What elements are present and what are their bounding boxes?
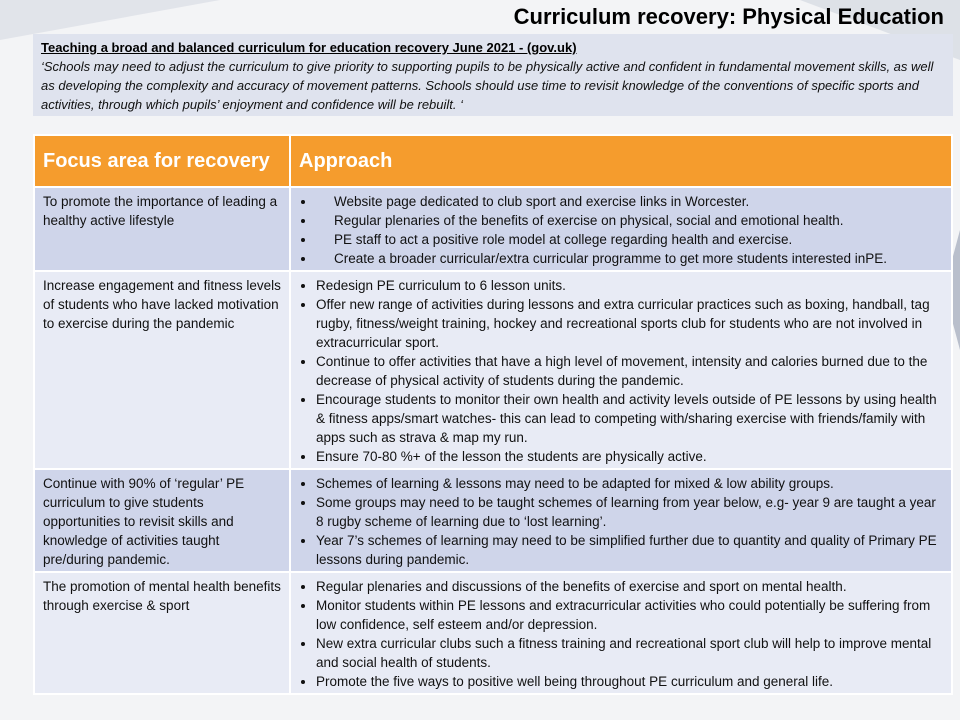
table-row bbox=[34, 572, 952, 694]
list-item: • Some groups may need to be taught schemes of learning from year below, e.g- year 9 are taught a year 8 rugby scheme of learning due to ‘lost learning’. bbox=[316, 493, 943, 531]
list-item: • Schemes of learning & lessons may need to be adapted for mixed & low ability groups. bbox=[316, 474, 943, 493]
page-title: Curriculum recovery: Physical Education bbox=[513, 4, 944, 29]
list-item: • Offer new range of activities during lessons and extra curricular practices such as boxing, handball, tag rugby, fitness/weight training, hockey and recreational sports club for students who are not involved in extracurricular sport. bbox=[316, 295, 943, 352]
approach-list bbox=[299, 577, 943, 691]
focus-cell: Continue with 90% of ‘regular’ PE curriculum to give students opportunities to revisit skills and knowledge of activities taught pre/during pandemic. bbox=[34, 469, 290, 572]
source-link[interactable]: Teaching a broad and balanced curriculum for education recovery June 2021 - (gov.uk) bbox=[41, 40, 577, 55]
table-row bbox=[34, 187, 952, 271]
approach-cell bbox=[290, 572, 952, 694]
approach-list bbox=[299, 192, 943, 268]
list-item: • Regular plenaries and discussions of the benefits of exercise and sport on mental health. bbox=[316, 577, 943, 596]
list-item: • Promote the five ways to positive well being throughout PE curriculum and general life. bbox=[316, 672, 943, 691]
table-row bbox=[34, 271, 952, 469]
list-item: • Year 7’s schemes of learning may need to be simplified further due to quantity and quality of Primary PE lessons during pandemic. bbox=[316, 531, 943, 569]
list-item: • Ensure 70-80 %+ of the lesson the students are physically active. bbox=[316, 447, 943, 466]
list-item: • Redesign PE curriculum to 6 lesson units. bbox=[316, 276, 943, 295]
list-item: • Monitor students within PE lessons and extracurricular activities who could potentially be suffering from low confidence, self esteem and/or depression. bbox=[316, 596, 943, 634]
list-item: • Continue to offer activities that have a high level of movement, intensity and calories burned due to the decrease of physical activity of students during the pandemic. bbox=[316, 352, 943, 390]
list-item: • Create a broader curricular/extra curricular programme to get more students interested inPE. bbox=[316, 249, 943, 268]
source-quote-box bbox=[33, 34, 953, 116]
source-quote: ‘Schools may need to adjust the curriculum to give priority to supporting pupils to be physically active and confident in fundamental movement skills, as well as developing the complexity and accuracy of movement patterns. Schools should use time to revisit knowledge of the conventions of specific sports and activities, through which pupils’ enjoyment and confidence will be rebuilt. ‘ bbox=[41, 59, 934, 112]
list-item: • Regular plenaries of the benefits of exercise on physical, social and emotional health. bbox=[316, 211, 943, 230]
list-item: • Website page dedicated to club sport and exercise links in Worcester. bbox=[316, 192, 943, 211]
list-item: • PE staff to act a positive role model at college regarding health and exercise. bbox=[316, 230, 943, 249]
focus-cell: To promote the importance of leading a healthy active lifestyle bbox=[34, 187, 290, 271]
focus-cell: The promotion of mental health benefits through exercise & sport bbox=[34, 572, 290, 694]
approach-cell bbox=[290, 187, 952, 271]
approach-cell bbox=[290, 469, 952, 572]
header-focus-area: Focus area for recovery bbox=[34, 135, 290, 187]
header-approach: Approach bbox=[290, 135, 952, 187]
list-item: • New extra curricular clubs such a fitness training and recreational sport club will help to improve mental and social health of students. bbox=[316, 634, 943, 672]
list-item: • Encourage students to monitor their own health and activity levels outside of PE lessons by using health & fitness apps/smart watches- this can lead to competing with/sharing exercise with friends/family with apps such as strava & map my run. bbox=[316, 390, 943, 447]
approach-list bbox=[299, 276, 943, 466]
table-header-row bbox=[34, 135, 952, 187]
table-row bbox=[34, 469, 952, 572]
approach-list bbox=[299, 474, 943, 569]
approach-cell bbox=[290, 271, 952, 469]
recovery-table bbox=[33, 134, 953, 695]
focus-cell: Increase engagement and fitness levels of students who have lacked motivation to exercise during the pandemic bbox=[34, 271, 290, 469]
